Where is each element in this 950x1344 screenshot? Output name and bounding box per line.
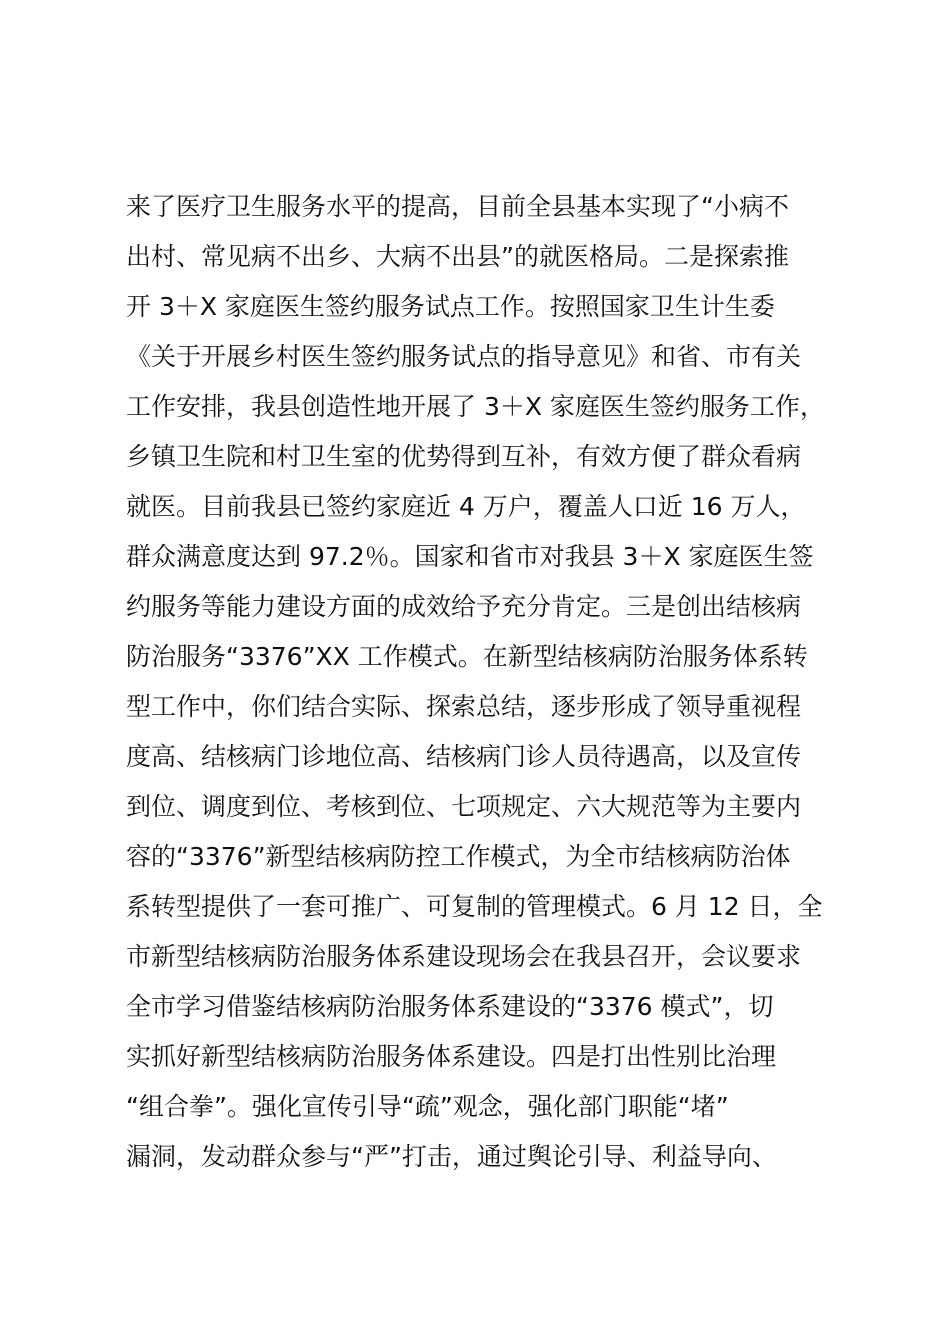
text-line: 型工作中，你们结合实际、探索总结，逐步形成了领导重视程 — [126, 692, 802, 721]
text-line: “组合拳”。强化宣传引导“疏”观念，强化部门职能“堵” — [126, 1092, 729, 1121]
text-line: 就医。目前我县已签约家庭近 4 万户，覆盖人口近 16 万人， — [126, 492, 806, 521]
text-line: 《关于开展乡村医生签约服务试点的指导意见》和省、市有关 — [126, 342, 802, 371]
text-line: 全市学习借鉴结核病防治服务体系建设的“3376 模式”，切 — [126, 992, 774, 1021]
text-line: 约服务等能力建设方面的成效给予充分肯定。三是创出结核病 — [126, 592, 802, 621]
text-line: 工作安排，我县创造性地开展了 3＋X 家庭医生签约服务工作， — [126, 392, 825, 421]
text-line: 到位、调度到位、考核到位、七项规定、六大规范等为主要内 — [126, 792, 802, 821]
text-line: 系转型提供了一套可推广、可复制的管理模式。6 月 12 日，全 — [126, 892, 823, 921]
text-line: 市新型结核病防治服务体系建设现场会在我县召开，会议要求 — [126, 942, 802, 971]
text-line: 实抓好新型结核病防治服务体系建设。四是打出性别比治理 — [126, 1042, 777, 1071]
text-line: 开 3＋X 家庭医生签约服务试点工作。按照国家卫生计生委 — [126, 292, 775, 321]
text-line: 乡镇卫生院和村卫生室的优势得到互补，有效方便了群众看病 — [126, 442, 802, 471]
text-line: 漏洞，发动群众参与“严”打击，通过舆论引导、利益导向、 — [126, 1142, 777, 1171]
text-line: 来了医疗卫生服务水平的提高，目前全县基本实现了“小病不 — [126, 192, 789, 221]
text-line: 度高、结核病门诊地位高、结核病门诊人员待遇高，以及宣传 — [126, 742, 802, 771]
text-line: 容的“3376”新型结核病防控工作模式，为全市结核病防治体 — [126, 842, 791, 871]
text-line: 出村、常见病不出乡、大病不出县”的就医格局。二是探索推 — [126, 242, 789, 271]
text-line: 群众满意度达到 97.2％。国家和省市对我县 3＋X 家庭医生签 — [126, 542, 814, 571]
text-line: 防治服务“3376”XX 工作模式。在新型结核病防治服务体系转 — [126, 642, 808, 671]
body-text — [126, 182, 846, 1182]
